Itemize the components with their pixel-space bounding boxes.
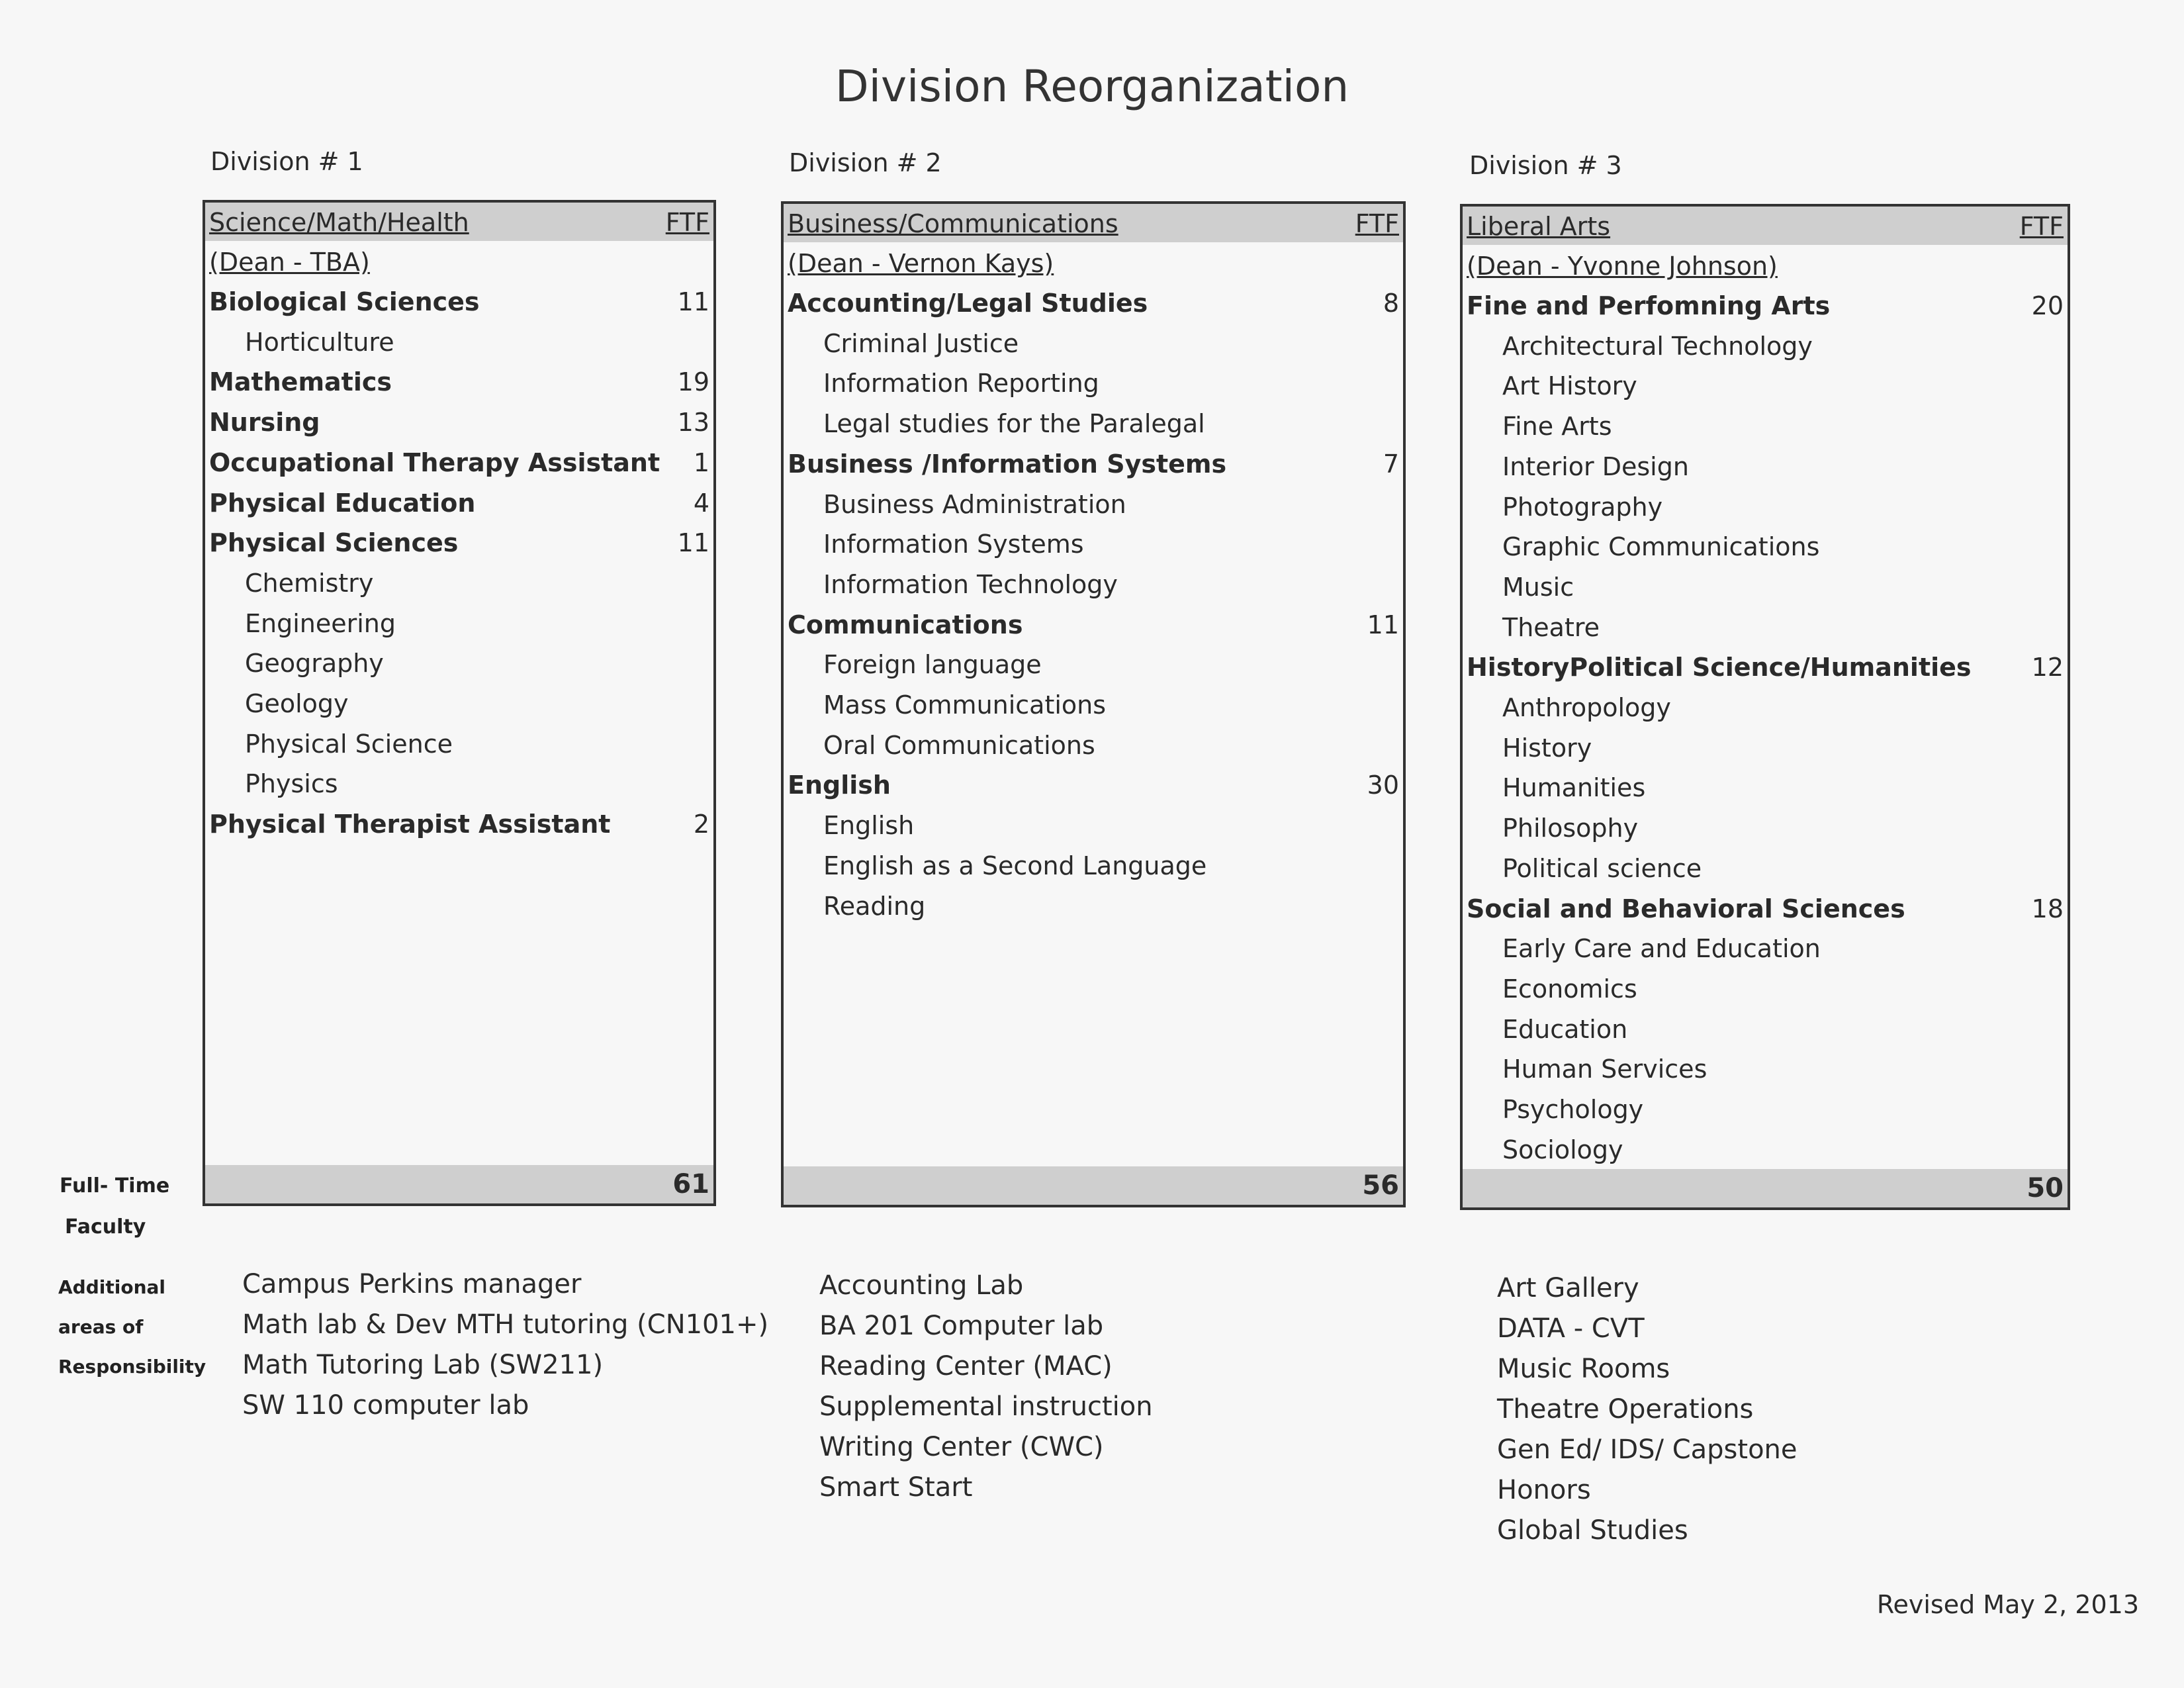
division-2-dean: (Dean - Vernon Kays) [788, 249, 1054, 278]
program-row [1467, 452, 2064, 492]
program-ftf-count: 30 [1367, 771, 1399, 800]
program-name: Communications [788, 610, 1023, 639]
program-row [788, 490, 1399, 530]
responsibility-item: Supplemental instruction [819, 1391, 1153, 1422]
responsibility-item: Reading Center (MAC) [819, 1351, 1113, 1382]
program-ftf-count: 12 [2031, 653, 2064, 682]
program-ftf-count: 19 [677, 367, 709, 397]
division-3-name: Liberal Arts [1467, 212, 1611, 241]
division-2-table [781, 201, 1406, 1207]
program-name: Chemistry [245, 568, 374, 598]
program-name: Foreign language [823, 650, 1042, 680]
program-ftf-count: 11 [677, 287, 709, 316]
program-row [209, 328, 709, 367]
program-name: HistoryPolitical Science/Humanities [1467, 653, 1972, 682]
program-name: Physical Education [209, 488, 476, 518]
program-row [788, 731, 1399, 771]
program-row [1467, 733, 2064, 773]
division-2-total: 56 [1362, 1170, 1399, 1201]
program-row [1467, 492, 2064, 532]
program-row [1467, 532, 2064, 572]
program-name: Mass Communications [823, 690, 1107, 720]
responsibility-item: Math Tutoring Lab (SW211) [242, 1350, 604, 1380]
program-row [209, 448, 709, 488]
program-name: Sociology [1502, 1135, 1623, 1164]
program-row [1467, 412, 2064, 451]
division-2-responsibilities [819, 1266, 1153, 1508]
program-name: Humanities [1502, 773, 1646, 803]
program-row [209, 569, 709, 608]
program-name: Engineering [245, 608, 396, 638]
program-row [1467, 653, 2064, 692]
responsibility-item: Art Gallery [1497, 1273, 1639, 1303]
division-3-ftf-header: FTF [2019, 212, 2064, 241]
program-row [788, 449, 1399, 489]
program-row [788, 570, 1399, 610]
program-row [209, 408, 709, 447]
program-ftf-count: 11 [677, 528, 709, 558]
program-name: Business Administration [823, 489, 1126, 519]
program-ftf-count: 13 [677, 408, 709, 438]
program-row [1467, 332, 2064, 371]
program-ftf-count: 7 [1383, 449, 1399, 479]
program-name: Early Care and Education [1502, 934, 1821, 964]
program-row [209, 769, 709, 809]
program-row [209, 489, 709, 528]
program-row [788, 610, 1399, 650]
program-name: Nursing [209, 408, 320, 438]
program-row [1467, 934, 2064, 974]
program-name: Psychology [1502, 1095, 1644, 1124]
responsibility-item: Math lab & Dev MTH tutoring (CN101+) [242, 1309, 769, 1340]
responsibility-item: SW 110 computer lab [242, 1390, 529, 1421]
responsibility-item: Accounting Lab [819, 1270, 1024, 1301]
program-name: Education [1502, 1014, 1628, 1044]
program-row [788, 690, 1399, 730]
program-name: Mathematics [209, 367, 392, 397]
program-row [788, 369, 1399, 408]
responsibility-item: Music Rooms [1497, 1354, 1670, 1384]
program-row [1467, 854, 2064, 894]
program-row [1467, 814, 2064, 853]
responsibility-item: BA 201 Computer lab [819, 1311, 1104, 1341]
responsibility-item: Writing Center (CWC) [819, 1432, 1104, 1462]
program-row [788, 892, 1399, 931]
program-name: Accounting/Legal Studies [788, 289, 1148, 318]
responsibility-item: Campus Perkins manager [242, 1269, 582, 1299]
program-name: Social and Behavioral Sciences [1467, 894, 1905, 923]
program-name: Physics [245, 769, 338, 799]
program-row [1467, 1015, 2064, 1055]
program-row [1467, 1135, 2064, 1175]
program-row [209, 367, 709, 407]
program-ftf-count: 2 [693, 810, 709, 839]
program-ftf-count: 1 [693, 447, 709, 477]
program-row [209, 729, 709, 769]
program-row [1467, 613, 2064, 653]
division-3-total: 50 [2026, 1173, 2064, 1203]
program-row [788, 530, 1399, 569]
program-name: Anthropology [1502, 693, 1671, 722]
program-row [1467, 371, 2064, 411]
program-name: Information Systems [823, 530, 1084, 559]
page-title: Division Reorganization [835, 61, 1349, 112]
program-name: Graphic Communications [1502, 532, 1820, 562]
program-ftf-count: 20 [2031, 291, 2064, 320]
program-name: Political science [1502, 853, 1702, 883]
program-name: Theatre [1502, 612, 1600, 642]
program-ftf-count: 8 [1383, 289, 1399, 318]
program-row [788, 811, 1399, 851]
program-name: Information Reporting [823, 369, 1099, 399]
program-row [209, 649, 709, 688]
program-row [1467, 974, 2064, 1014]
program-name: Criminal Justice [823, 328, 1019, 358]
division-2-name: Business/Communications [788, 209, 1118, 238]
program-row [209, 689, 709, 729]
full-time-label-line2: Faculty [65, 1215, 146, 1239]
program-name: English [788, 771, 891, 800]
program-ftf-count: 18 [2031, 894, 2064, 923]
division-3-responsibilities [1497, 1268, 1797, 1551]
responsibility-item: Theatre Operations [1497, 1394, 1754, 1425]
program-name: Physical Sciences [209, 528, 459, 558]
program-name: Architectural Technology [1502, 331, 1813, 361]
program-name: Fine and Perfomning Arts [1467, 291, 1831, 320]
division-1-name: Science/Math/Health [209, 208, 469, 237]
division-3-dean: (Dean - Yvonne Johnson) [1467, 252, 1778, 281]
program-name: English as a Second Language [823, 851, 1207, 880]
program-name: Physical Science [245, 729, 453, 759]
program-row [788, 329, 1399, 369]
program-row [1467, 291, 2064, 331]
additional-label-line2: areas of [58, 1316, 144, 1338]
division-3-label: Division # 3 [1469, 151, 1622, 180]
program-name: History [1502, 733, 1592, 763]
revised-date: Revised May 2, 2013 [1876, 1590, 2139, 1619]
program-name: Oral Communications [823, 730, 1095, 760]
division-1-table [203, 200, 716, 1206]
program-ftf-count: 4 [693, 488, 709, 518]
program-row [209, 528, 709, 568]
responsibility-item: Gen Ed/ IDS/ Capstone [1497, 1434, 1797, 1465]
division-2-label: Division # 2 [789, 148, 942, 177]
program-row [1467, 1095, 2064, 1135]
program-name: Biological Sciences [209, 287, 480, 316]
program-row [788, 851, 1399, 891]
program-name: English [823, 811, 915, 841]
program-row [1467, 1055, 2064, 1094]
program-name: Human Services [1502, 1055, 1707, 1084]
responsibility-item: Honors [1497, 1475, 1591, 1505]
full-time-label-line1: Full- Time [60, 1174, 170, 1197]
program-name: Geology [245, 689, 349, 718]
program-name: Physical Therapist Assistant [209, 810, 611, 839]
program-name: Legal studies for the Paralegal [823, 409, 1205, 439]
program-name: Fine Arts [1502, 412, 1612, 442]
program-row [788, 771, 1399, 810]
program-name: Geography [245, 649, 384, 679]
responsibility-item: Smart Start [819, 1472, 973, 1503]
program-ftf-count: 11 [1367, 610, 1399, 639]
program-name: Philosophy [1502, 814, 1639, 843]
division-1-label: Division # 1 [210, 147, 363, 176]
responsibility-item: Global Studies [1497, 1515, 1688, 1546]
program-row [209, 810, 709, 849]
program-name: Art History [1502, 371, 1637, 401]
program-name: Music [1502, 572, 1574, 602]
program-row [209, 609, 709, 649]
division-1-dean: (Dean - TBA) [209, 248, 370, 277]
program-name: Business /Information Systems [788, 449, 1227, 479]
program-name: Occupational Therapy Assistant [209, 447, 660, 477]
program-name: Horticulture [245, 327, 394, 357]
program-row [788, 409, 1399, 449]
additional-label-line1: Additional [58, 1276, 165, 1298]
program-name: Reading [823, 891, 926, 921]
program-name: Information Technology [823, 569, 1118, 599]
division-1-responsibilities [242, 1264, 768, 1426]
program-row [788, 289, 1399, 328]
program-row [788, 650, 1399, 690]
division-1-ftf-header: FTF [665, 208, 709, 237]
division-2-ftf-header: FTF [1355, 209, 1399, 238]
program-name: Economics [1502, 974, 1637, 1004]
program-row [1467, 773, 2064, 813]
program-name: Photography [1502, 492, 1663, 522]
program-row [209, 287, 709, 327]
additional-label-line3: Responsibility [58, 1356, 206, 1378]
program-row [1467, 693, 2064, 733]
division-1-total: 61 [672, 1169, 709, 1199]
responsibility-item: DATA - CVT [1497, 1313, 1645, 1344]
program-name: Interior Design [1502, 451, 1689, 481]
program-row [1467, 894, 2064, 934]
division-3-table [1460, 204, 2070, 1210]
program-row [1467, 573, 2064, 612]
